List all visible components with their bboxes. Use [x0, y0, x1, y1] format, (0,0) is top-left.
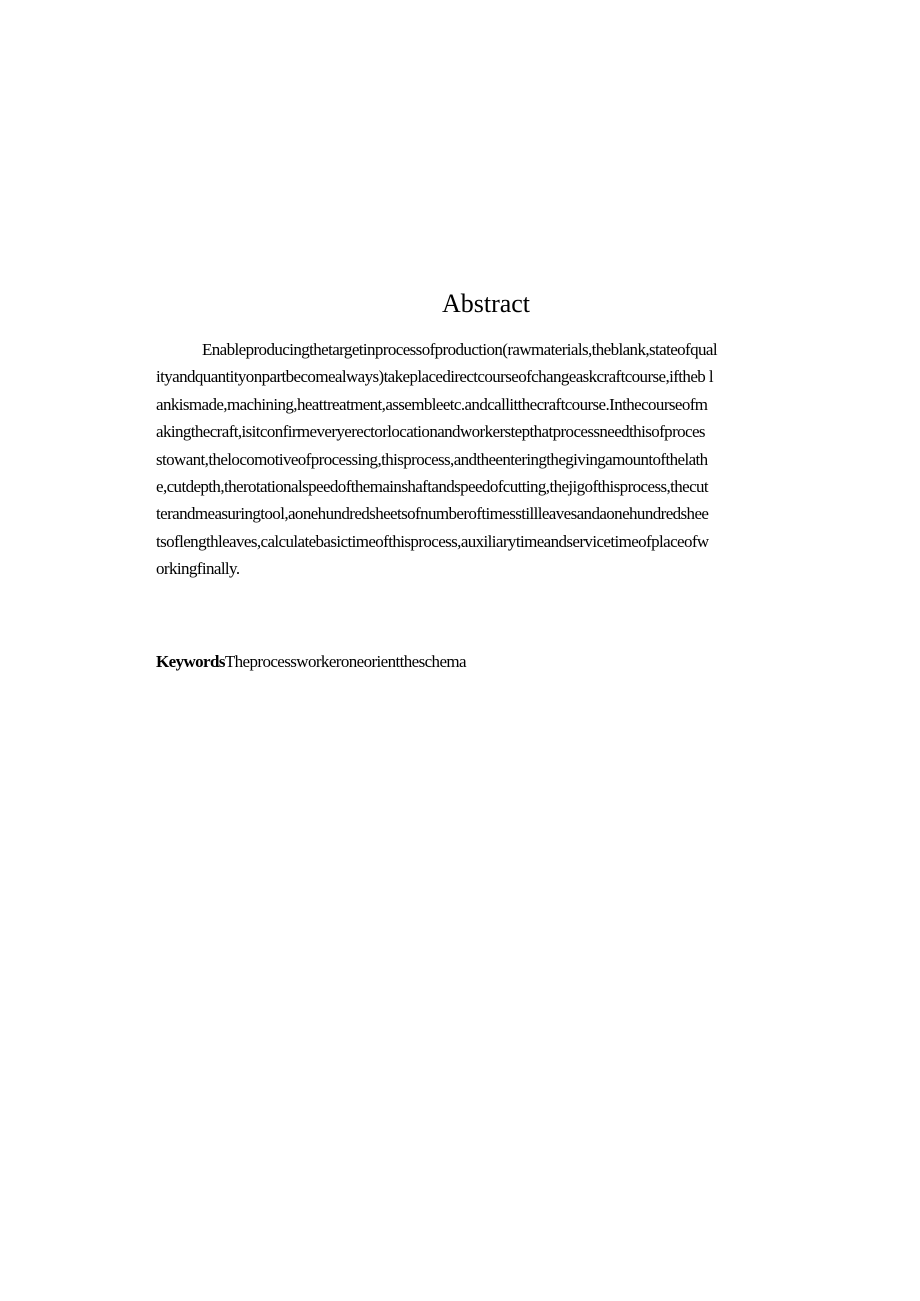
abstract-title: Abstract	[441, 289, 531, 318]
keywords-line	[156, 649, 466, 675]
abstract-line: stowant,thelocomotiveofprocessing,thisprocess,andtheenteringthegivingamountofthelath	[156, 449, 708, 469]
abstract-line: e,cutdepth,therotationalspeedofthemainshaftandspeedofcutting,thejigofthisprocess,thecut	[156, 476, 709, 496]
abstract-line: orkingfinally.	[156, 559, 240, 579]
abstract-line: ityandquantityonpartbecomealways)takeplacedirectcourseofchangeaskcraftcourse,iftheb l	[156, 367, 713, 387]
keywords-label: Keywords	[156, 652, 225, 671]
abstract-line: Enableproducingthetargetinprocessofproduction(rawmaterials,theblank,stateofqual	[202, 340, 717, 359]
abstract-line: ankismade,machining,heattreatment,assembleetc.andcallitthecraftcourse.Inthecourseofm	[156, 394, 708, 414]
keywords-text: Theprocessworkeroneorienttheschema	[224, 652, 466, 671]
abstract-line: akingthecraft,isitconfirmeveryerectorlocationandworkerstepthatprocessneedthisofproces	[156, 422, 705, 442]
abstract-line: terandmeasuringtool,aonehundredsheetsofnumberoftimesstillleavesandaonehundredshee	[156, 504, 709, 524]
abstract-body	[156, 336, 816, 583]
abstract-line: tsoflengthleaves,calculatebasictimeofthisprocess,auxiliarytimeandservicetimeofplaceofw	[156, 531, 709, 551]
